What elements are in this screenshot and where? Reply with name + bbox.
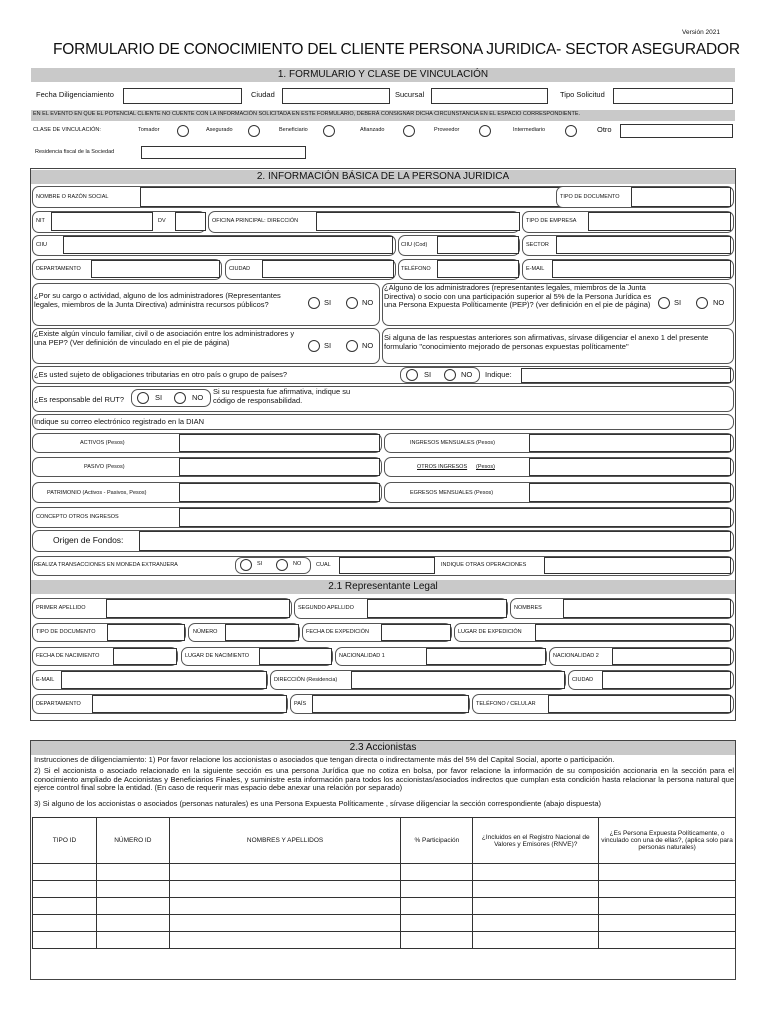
col-rnve: ¿Incluidos en el Registro Nacional de Valores y Emisores (RNVE)? bbox=[473, 818, 599, 864]
activos-input[interactable] bbox=[179, 434, 380, 452]
q-admin-pep-si-radio[interactable] bbox=[658, 297, 670, 309]
si-label: SI bbox=[257, 561, 263, 567]
nombre-input[interactable] bbox=[140, 187, 580, 207]
moneda-si-radio[interactable] bbox=[240, 559, 252, 571]
indique-label: Indique: bbox=[485, 370, 512, 379]
rl-fecha-exp-input[interactable] bbox=[381, 624, 451, 641]
moneda-no-radio[interactable] bbox=[276, 559, 288, 571]
col-participacion: % Participación bbox=[401, 818, 473, 864]
rl-lugar-nac-input[interactable] bbox=[259, 648, 332, 665]
rl-fecha-exp-label: FECHA DE EXPEDICIÓN bbox=[306, 629, 369, 635]
tipo-solicitud-input[interactable] bbox=[613, 88, 733, 104]
table-row[interactable] bbox=[33, 932, 736, 949]
tipo-empresa-input[interactable] bbox=[588, 212, 731, 231]
rl-email-input[interactable] bbox=[61, 671, 267, 689]
rl-nac2-input[interactable] bbox=[612, 648, 731, 665]
no-label: NO bbox=[362, 341, 374, 350]
rl-direccion-label: DIRECCIÓN (Residencia) bbox=[274, 677, 338, 683]
rl-telefono-input[interactable] bbox=[548, 695, 731, 713]
ingresos-label: INGRESOS MENSUALES (Pesos) bbox=[410, 440, 495, 446]
otros-ingresos-input[interactable] bbox=[529, 458, 731, 476]
residencia-label: Residencia fiscal de la Sociedad bbox=[35, 149, 115, 155]
segundo-apellido-input[interactable] bbox=[367, 599, 507, 618]
rl-pais-label: PAÍS bbox=[294, 701, 307, 707]
email-label: E-MAIL bbox=[526, 266, 545, 272]
si-label: SI bbox=[674, 298, 682, 307]
si-label: SI bbox=[324, 341, 332, 350]
q-rut-si-radio[interactable] bbox=[137, 392, 149, 404]
rl-ciudad-input[interactable] bbox=[602, 671, 731, 689]
col-tipo-id: TIPO ID bbox=[33, 818, 97, 864]
ciiu-cod-label: CIIU (Cod) bbox=[401, 242, 428, 248]
rl-lugar-nac-label: LUGAR DE NACIMIENTO bbox=[185, 653, 250, 659]
rl-departamento-input[interactable] bbox=[92, 695, 287, 713]
cual-label: CUAL bbox=[316, 562, 331, 568]
radio-afianzado[interactable] bbox=[403, 125, 415, 137]
telefono-input[interactable] bbox=[437, 260, 519, 278]
no-label: NO bbox=[461, 370, 473, 379]
rl-lugar-exp-input[interactable] bbox=[535, 624, 731, 641]
table-row[interactable] bbox=[33, 898, 736, 915]
ciudad-input-2[interactable] bbox=[262, 260, 394, 278]
q-cargo-no-radio[interactable] bbox=[346, 297, 358, 309]
sucursal-input[interactable] bbox=[431, 88, 548, 104]
activos-label: ACTIVOS (Pesos) bbox=[80, 440, 125, 446]
instr-3: 3) Si alguno de los accionistas o asociados (personas naturales) es una Persona Expuesta Políticamente , sírvase diligenciar la sección correspondiente (abajo dispuesta) bbox=[34, 799, 601, 808]
clase-afianzado: Afianzado bbox=[360, 127, 385, 133]
rl-pais-input[interactable] bbox=[312, 695, 469, 713]
origen-fondos-input[interactable] bbox=[139, 531, 731, 551]
si-label: SI bbox=[424, 370, 432, 379]
indique-input[interactable] bbox=[521, 368, 731, 383]
q-cargo-text: ¿Por su cargo o actividad, alguno de los administradores (Representantes legales, miembros de la Junta Directiva) administra recursos públicos? bbox=[34, 291, 281, 309]
otros-ingresos-label: OTROS INGRESOS bbox=[417, 464, 468, 470]
segundo-apellido-label: SEGUNDO APELLIDO bbox=[298, 605, 354, 611]
dv-label: DV bbox=[158, 218, 166, 224]
otro-input[interactable] bbox=[620, 124, 733, 138]
ciiu-input[interactable] bbox=[63, 236, 393, 254]
no-label: NO bbox=[192, 393, 204, 402]
q-vinculo-no-radio[interactable] bbox=[346, 340, 358, 352]
section-2-header: 2. INFORMACIÓN BÁSICA DE LA PERSONA JURIDICA bbox=[31, 170, 735, 184]
nombres-input[interactable] bbox=[563, 599, 731, 618]
dv-input[interactable] bbox=[175, 212, 206, 231]
sector-label: SECTOR bbox=[526, 242, 549, 248]
correo-dian-label: Indique su correo electrónico registrado en la DIAN bbox=[34, 417, 205, 426]
primer-apellido-label: PRIMER APELLIDO bbox=[36, 605, 86, 611]
ciiu-label: CIIU bbox=[36, 242, 47, 248]
anexo-text: Si alguna de las respuestas anteriores son afirmativas, sírvase diligenciar el anexo 1 del presente formulario "conocimiento mejorado de personas expuestas políticamente" bbox=[384, 333, 709, 351]
table-row[interactable] bbox=[33, 915, 736, 932]
si-label: SI bbox=[324, 298, 332, 307]
instr-1: Instrucciones de diligenciamiento: 1) Por favor relacione los accionistas o asociados que tengan directa o indirectamente más del 5% del Capital Social, aporte o participación. bbox=[34, 755, 615, 764]
q-tributarias-text: ¿Es usted sujeto de obligaciones tributarias en otro país o grupo de países? bbox=[34, 370, 288, 379]
tipo-empresa-label: TIPO DE EMPRESA bbox=[526, 218, 577, 224]
primer-apellido-input[interactable] bbox=[106, 599, 290, 618]
concepto-label: CONCEPTO OTROS INGRESOS bbox=[36, 514, 119, 520]
sucursal-label: Sucursal bbox=[395, 90, 425, 99]
radio-beneficiario[interactable] bbox=[323, 125, 335, 137]
fecha-input[interactable] bbox=[123, 88, 242, 104]
otros-ingresos-unit: (Pesos) bbox=[476, 464, 495, 470]
no-label: NO bbox=[293, 561, 302, 567]
rl-tipo-doc-input[interactable] bbox=[107, 624, 185, 641]
rl-numero-input[interactable] bbox=[225, 624, 299, 641]
concepto-input[interactable] bbox=[179, 508, 731, 527]
clase-asegurado: Asegurado bbox=[206, 127, 233, 133]
rl-departamento-label: DEPARTAMENTO bbox=[36, 701, 81, 707]
egresos-label: EGRESOS MENSUALES (Pesos) bbox=[410, 490, 494, 496]
q-vinculo-si-radio[interactable] bbox=[308, 340, 320, 352]
rl-direccion-input[interactable] bbox=[351, 671, 565, 689]
section-21-header: 2.1 Representante Legal bbox=[31, 580, 735, 594]
q-tributarias-no-radio[interactable] bbox=[444, 369, 456, 381]
tipo-documento-label: TIPO DE DOCUMENTO bbox=[560, 194, 620, 200]
ciudad-input[interactable] bbox=[282, 88, 390, 104]
q-tributarias-si-radio[interactable] bbox=[406, 369, 418, 381]
rl-fecha-nac-input[interactable] bbox=[113, 648, 177, 665]
tipo-documento-input[interactable] bbox=[631, 187, 731, 207]
ciudad-label-2: CIUDAD bbox=[229, 266, 251, 272]
radio-proveedor[interactable] bbox=[479, 125, 491, 137]
residencia-input[interactable] bbox=[141, 146, 306, 159]
fecha-label: Fecha Diligenciamiento bbox=[36, 90, 114, 99]
telefono-label: TELÉFONO bbox=[401, 266, 431, 272]
egresos-input[interactable] bbox=[529, 483, 731, 502]
clase-tomador: Tomador bbox=[138, 127, 160, 133]
clase-intermediario: Intermediario bbox=[513, 127, 546, 133]
ingresos-input[interactable] bbox=[529, 434, 731, 452]
radio-asegurado[interactable] bbox=[248, 125, 260, 137]
col-nombres: NOMBRES Y APELLIDOS bbox=[169, 818, 401, 864]
ciudad-label: Ciudad bbox=[251, 90, 275, 99]
moneda-extranjera-label: REALIZA TRANSACCIONES EN MONEDA EXTRANJERA bbox=[34, 562, 178, 568]
no-label: NO bbox=[362, 298, 374, 307]
q-rut-no-radio[interactable] bbox=[174, 392, 186, 404]
pasivo-label: PASIVO (Pesos) bbox=[84, 464, 125, 470]
pasivo-input[interactable] bbox=[179, 458, 380, 476]
q-vinculo-text: ¿Existe algún vínculo familiar, civil o de asociación entre los administradores y una PEP? (Ver definición de vinculado en el pie de página) bbox=[34, 329, 295, 347]
patrimonio-input[interactable] bbox=[179, 483, 380, 502]
rl-numero-label: NÚMERO bbox=[193, 629, 218, 635]
departamento-input[interactable] bbox=[91, 260, 220, 278]
q-rut-text: ¿Es responsable del RUT? bbox=[34, 395, 125, 404]
col-pep: ¿Es Persona Expuesta Políticamente, o vinculado con una de ellas?, (aplica solo para personas naturales) bbox=[599, 818, 736, 864]
oficina-input[interactable] bbox=[316, 212, 520, 231]
instr-2: 2) Si el accionista o asociado relacionado en la siguiente sección es una persona Jurídica que no cotiza en bolsa, por favor relacione la información de su composición accionaria en la sección para el conocimiento ampliado de Accionistas y Beneficiarios Finales, y suministre esta información para todos los accionistas/asociados indirectos que cumplan esta condición hasta relacionar la persona natural que ejerce control final sobre la entidad. (En caso de requerir mas espacio debe anexar una relación por separado) bbox=[34, 766, 734, 793]
notice-text: EN EL EVENTO EN QUE EL POTENCIAL CLIENTE NO CUENTE CON LA INFORMACIÓN SOLICITADA EN ESTE FORMULARIO, DEBERÁ CONSIGNAR DICHA CIRCUNSTANCIA EN EL ESPACIO CORRESPONDIENTE. bbox=[33, 111, 581, 117]
no-label: NO bbox=[713, 298, 725, 307]
si-label: SI bbox=[155, 393, 163, 402]
rl-nac2-label: NACIONALIDAD 2 bbox=[553, 653, 599, 659]
oficina-label: OFICINA PRINCIPAL: DIRECCIÓN bbox=[212, 218, 299, 224]
col-numero-id: NÚMERO ID bbox=[96, 818, 169, 864]
rl-nac1-label: NACIONALIDAD 1 bbox=[339, 653, 385, 659]
tipo-solicitud-label: Tipo Solicitud bbox=[560, 90, 605, 99]
rl-nac1-input[interactable] bbox=[426, 648, 546, 665]
version-label: Versión 2021 bbox=[682, 29, 720, 36]
rl-tipo-doc-label: TIPO DE DOCUMENTO bbox=[36, 629, 96, 635]
form-title: FORMULARIO DE CONOCIMIENTO DEL CLIENTE PERSONA JURIDICA- SECTOR ASEGURADOR bbox=[53, 41, 740, 58]
rl-lugar-exp-label: LUGAR DE EXPEDICIÓN bbox=[458, 629, 522, 635]
cual-input[interactable] bbox=[339, 557, 435, 574]
otro-label: Otro bbox=[597, 125, 612, 134]
rl-email-label: E-MAIL bbox=[36, 677, 55, 683]
table-row[interactable] bbox=[33, 864, 736, 881]
section-23-header: 2.3 Accionistas bbox=[31, 741, 735, 755]
section-1-header: 1. FORMULARIO Y CLASE DE VINCULACIÓN bbox=[31, 68, 735, 82]
origen-fondos-label: Origen de Fondos: bbox=[53, 535, 124, 545]
q-admin-pep-no-radio[interactable] bbox=[696, 297, 708, 309]
departamento-label: DEPARTAMENTO bbox=[36, 266, 81, 272]
clase-proveedor: Proveedor bbox=[434, 127, 460, 133]
clase-vinculacion-label: CLASE DE VINCULACIÓN: bbox=[33, 127, 101, 133]
nit-input[interactable] bbox=[51, 212, 153, 231]
radio-tomador[interactable] bbox=[177, 125, 189, 137]
rut-codigo-text: Si su respuesta fue afirmativa, indique su código de responsabilidad. bbox=[213, 387, 351, 405]
nit-label: NIT bbox=[36, 218, 45, 224]
patrimonio-label: PATRIMONIO (Activos - Pasivos, Pesos) bbox=[47, 490, 147, 496]
clase-beneficiario: Beneficiario bbox=[279, 127, 308, 133]
ciiu-cod-input[interactable] bbox=[437, 236, 519, 254]
sector-input[interactable] bbox=[556, 236, 731, 254]
nombres-label: NOMBRES bbox=[514, 605, 542, 611]
otras-operaciones-label: INDIQUE OTRAS OPERACIONES bbox=[441, 562, 527, 568]
table-row[interactable] bbox=[33, 881, 736, 898]
rl-ciudad-label: CIUDAD bbox=[572, 677, 594, 683]
email-input[interactable] bbox=[552, 260, 731, 278]
otras-operaciones-input[interactable] bbox=[544, 557, 731, 574]
accionistas-table bbox=[32, 817, 736, 949]
nombre-label: NOMBRE O RAZÓN SOCIAL bbox=[36, 194, 109, 200]
q-admin-pep-text: ¿Alguno de los administradores (representantes legales, miembros de la Junta Directiva) o socio con una participación superior al 5% de la Persona Jurídica es una Persona Expuesta Políticamente (PEP)? (ver definición en el pie de página) bbox=[384, 283, 652, 310]
rl-telefono-label: TELÉFONO / CELULAR bbox=[476, 701, 536, 707]
radio-intermediario[interactable] bbox=[565, 125, 577, 137]
q-cargo-si-radio[interactable] bbox=[308, 297, 320, 309]
rl-fecha-nac-label: FECHA DE NACIMIENTO bbox=[36, 653, 100, 659]
